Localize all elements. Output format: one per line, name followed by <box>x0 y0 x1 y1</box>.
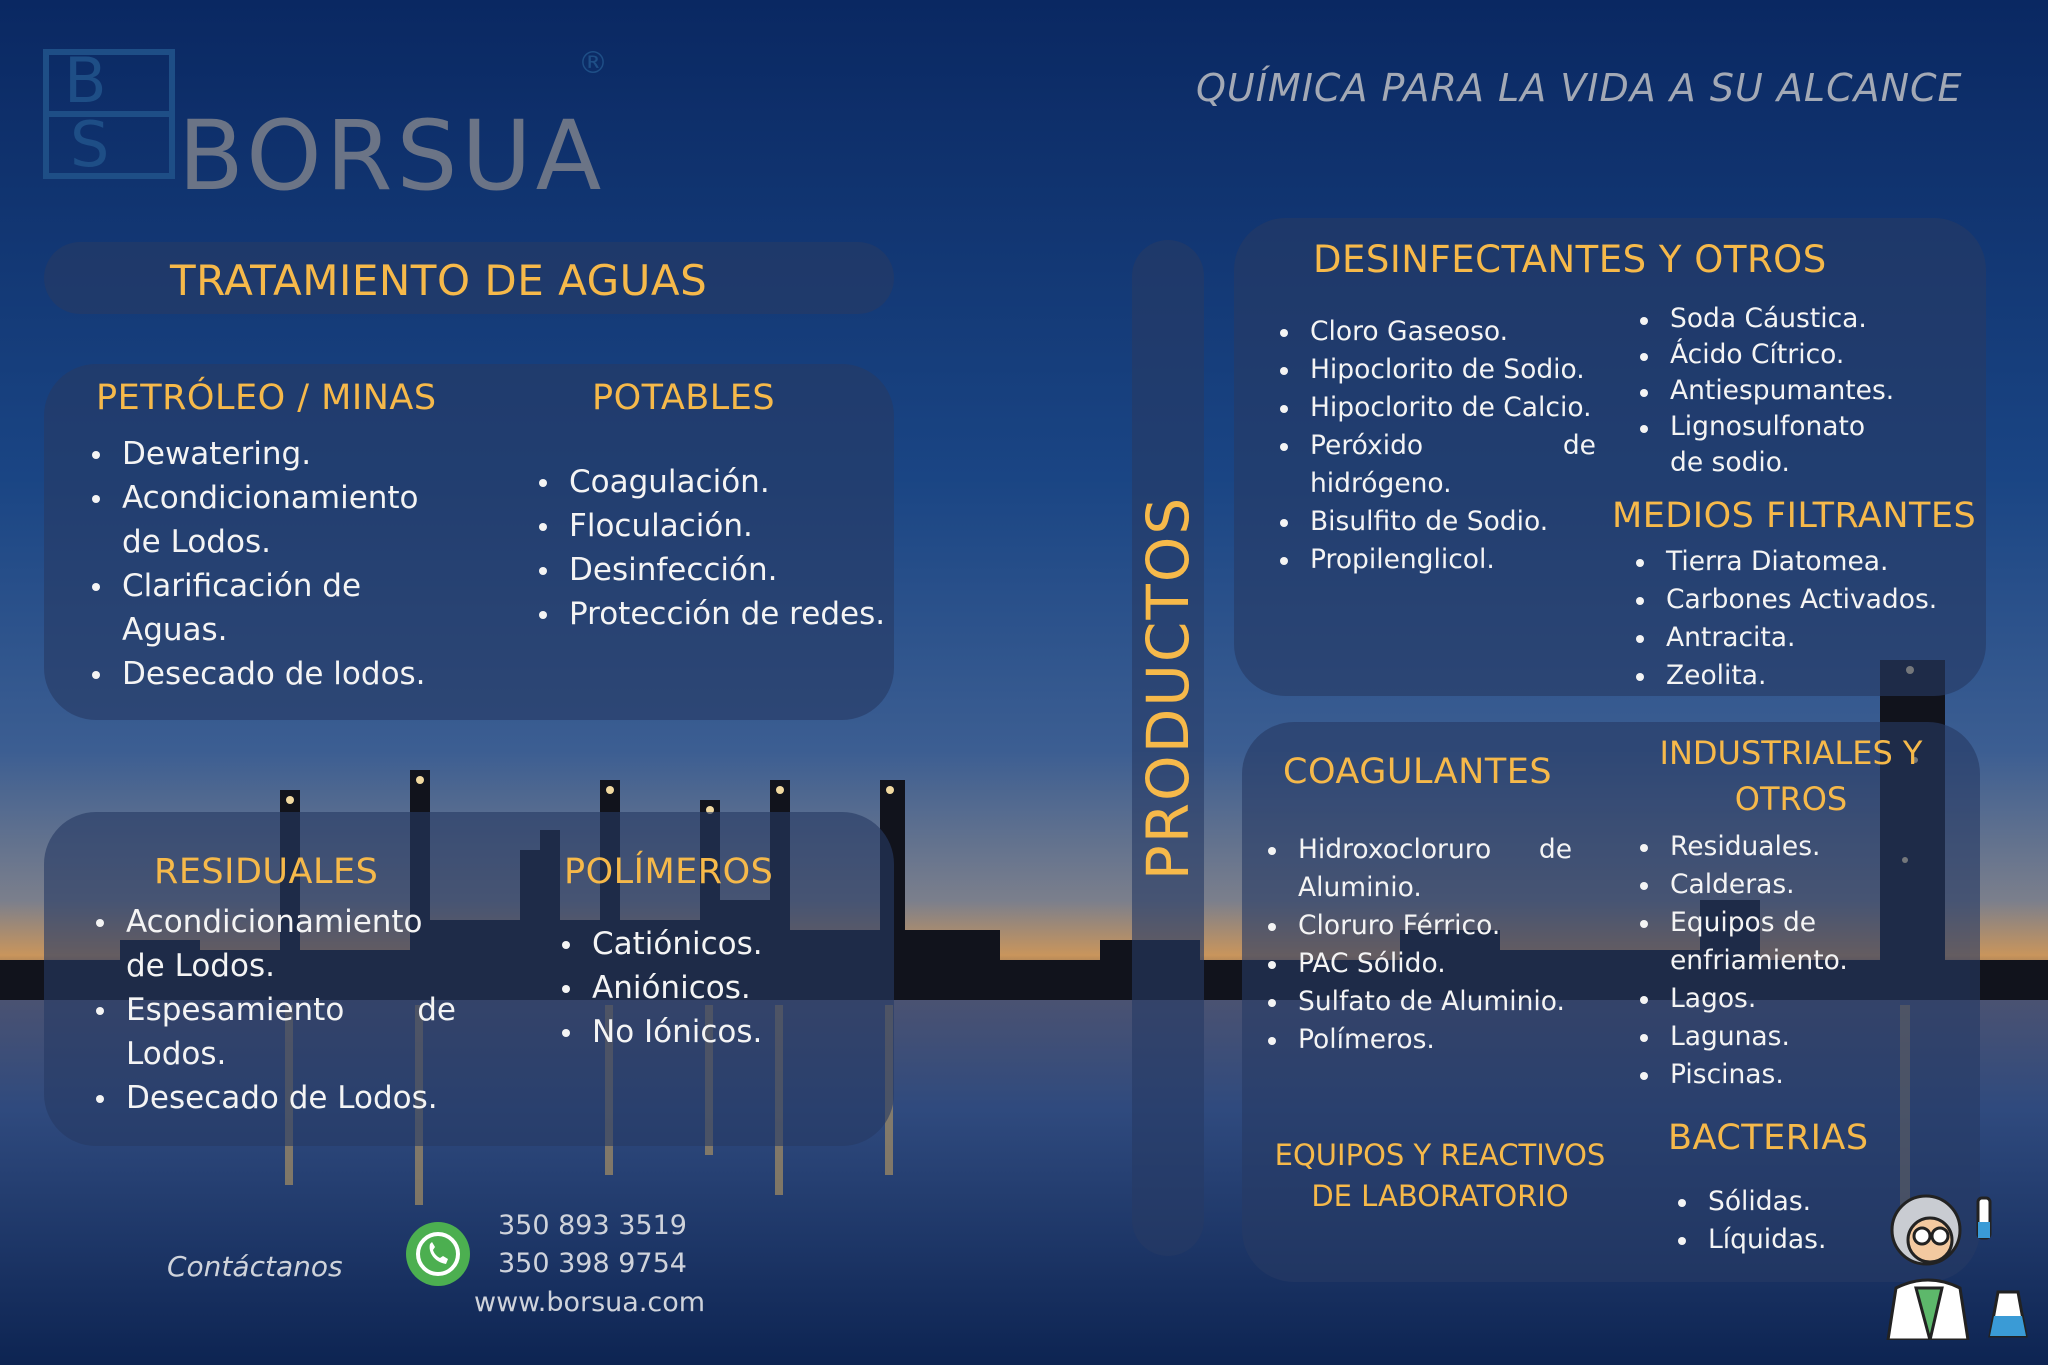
list-item: Protección de redes. <box>537 592 887 636</box>
phone-number-2[interactable]: 350 398 9754 <box>498 1248 687 1279</box>
list-item: Líquidas. <box>1676 1221 1876 1259</box>
productos-label: PRODUCTOS <box>1134 495 1202 881</box>
list-item: Equipos de enfriamiento. <box>1638 904 1878 980</box>
petroleo-list <box>90 432 460 696</box>
list-item: Ácido Cítrico. <box>1638 337 1918 373</box>
polimeros-list <box>560 922 860 1054</box>
list-item: Hidroxocloruro de Aluminio. <box>1266 831 1572 907</box>
list-item: Clarificación de Aguas. <box>90 564 460 652</box>
list-item: Sólidas. <box>1676 1183 1876 1221</box>
list-item: Desecado de lodos. <box>90 652 460 696</box>
list-item: Antracita. <box>1634 619 1974 657</box>
phone-icon[interactable] <box>406 1222 470 1286</box>
list-item: Hipoclorito de Calcio. <box>1278 389 1596 427</box>
list-item: Bisulfito de Sodio. <box>1278 503 1596 541</box>
petroleo-title: PETRÓLEO / MINAS <box>96 378 437 418</box>
list-item: Polímeros. <box>1266 1021 1572 1059</box>
list-item: Soda Cáustica. <box>1638 301 1918 337</box>
list-item: Dewatering. <box>90 432 460 476</box>
list-item: Peróxido de hidrógeno. <box>1278 427 1596 503</box>
list-item: Tierra Diatomea. <box>1634 543 1974 581</box>
tagline: QUÍMICA PARA LA VIDA A SU ALCANCE <box>1196 66 1963 110</box>
tratamiento-title: TRATAMIENTO DE AGUAS <box>170 256 708 305</box>
residuales-list <box>94 900 456 1120</box>
list-item: Propilenglicol. <box>1278 541 1596 579</box>
list-item: Desecado de Lodos. <box>94 1076 456 1120</box>
list-item: PAC Sólido. <box>1266 945 1572 983</box>
coagulantes-list <box>1266 831 1572 1059</box>
list-item: Lignosulfonato de sodio. <box>1638 409 1870 481</box>
industriales-title: INDUSTRIALES Y OTROS <box>1659 734 1923 818</box>
residuales-title: RESIDUALES <box>154 852 379 892</box>
list-item: Floculación. <box>537 504 887 548</box>
logo-mark-b: B <box>64 44 107 117</box>
list-item: No Iónicos. <box>560 1010 860 1054</box>
potables-list <box>537 460 887 636</box>
medios-list <box>1634 543 1974 695</box>
list-item: Calderas. <box>1638 866 1878 904</box>
list-item: Aniónicos. <box>560 966 860 1010</box>
potables-title: POTABLES <box>592 378 776 418</box>
list-item: Catiónicos. <box>560 922 860 966</box>
list-item: Coagulación. <box>537 460 887 504</box>
phone-number-1[interactable]: 350 893 3519 <box>498 1210 687 1241</box>
list-item: Cloruro Férrico. <box>1266 907 1572 945</box>
equipos-title: EQUIPOS Y REACTIVOS DE LABORATORIO <box>1274 1138 1606 1213</box>
logo-mark-s: S <box>70 108 110 181</box>
list-item: Lagos. <box>1638 980 1878 1018</box>
list-item: Sulfato de Aluminio. <box>1266 983 1572 1021</box>
brand-name: BORSUA <box>178 100 606 212</box>
list-item: Espesamiento de Lodos. <box>94 988 456 1076</box>
list-item: Acondicionamiento de Lodos. <box>90 476 460 564</box>
registered-mark: ® <box>578 46 608 81</box>
contact-label: Contáctanos <box>167 1250 343 1283</box>
desinfectantes-list-left <box>1278 313 1596 579</box>
list-item: Acondicionamiento de Lodos. <box>94 900 456 988</box>
polimeros-title: POLÍMEROS <box>564 852 774 892</box>
list-item: Desinfección. <box>537 548 887 592</box>
list-item: Piscinas. <box>1638 1056 1878 1094</box>
industriales-list <box>1638 828 1878 1094</box>
list-item: Zeolita. <box>1634 657 1974 695</box>
list-item: Carbones Activados. <box>1634 581 1974 619</box>
coagulantes-title: COAGULANTES <box>1283 752 1553 792</box>
website-link[interactable]: www.borsua.com <box>474 1287 706 1318</box>
list-item: Antiespumantes. <box>1638 373 1918 409</box>
bacterias-list <box>1676 1183 1876 1259</box>
medios-title: MEDIOS FILTRANTES <box>1612 496 1977 536</box>
scientist-icon <box>1878 1188 2028 1340</box>
list-item: Hipoclorito de Sodio. <box>1278 351 1596 389</box>
list-item: Cloro Gaseoso. <box>1278 313 1596 351</box>
desinfectantes-list-right <box>1638 301 1918 481</box>
bacterias-title: BACTERIAS <box>1668 1118 1869 1158</box>
list-item: Lagunas. <box>1638 1018 1878 1056</box>
desinfectantes-title: DESINFECTANTES Y OTROS <box>1313 238 1827 281</box>
list-item: Residuales. <box>1638 828 1878 866</box>
